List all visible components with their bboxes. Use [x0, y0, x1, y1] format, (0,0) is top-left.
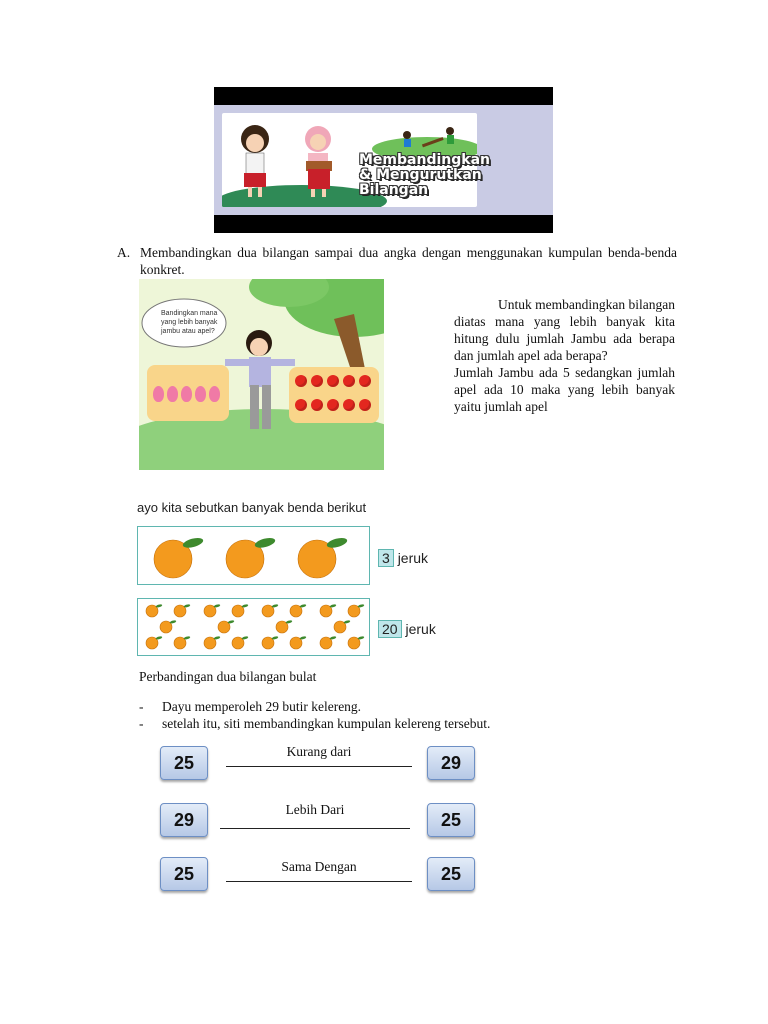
number-box-right: 25	[427, 857, 475, 891]
apple-icon	[327, 399, 339, 411]
count-label	[378, 620, 436, 638]
banner-title	[359, 153, 549, 198]
apple-group	[295, 375, 377, 419]
guava-icon	[209, 386, 220, 402]
guava-icon	[153, 386, 164, 402]
apple-icon	[295, 399, 307, 411]
banner-title-line: & Mengurutkan	[359, 167, 482, 183]
number-box-left: 29	[160, 803, 208, 837]
list-item	[139, 715, 490, 732]
guava-icon	[167, 386, 178, 402]
speech-bubble-text: Bandingkan mana yang lebih banyak jambu atau apel?	[161, 310, 218, 335]
number-box-left: 25	[160, 857, 208, 891]
relation-label: Sama Dengan	[281, 859, 357, 874]
fruit-box-small	[137, 598, 370, 656]
number-box-right: 29	[427, 746, 475, 780]
number-box-left: 25	[160, 746, 208, 780]
explanation-paragraph	[454, 296, 675, 415]
paragraph-line: Untuk membandingkan bilangan diatas mana yang lebih banyak kita hitung dulu jumlah Jambu ada berapa dan jumlah apel ada berapa?	[454, 297, 675, 363]
small-oranges	[138, 599, 369, 655]
guava-icon	[195, 386, 206, 402]
apple-icon	[311, 399, 323, 411]
banner-title-line: Bilangan	[359, 182, 429, 198]
count-unit: jeruk	[405, 621, 436, 637]
apple-icon	[311, 375, 323, 387]
count-label	[378, 549, 428, 567]
comparison-illustration	[139, 279, 384, 470]
section-a	[117, 244, 677, 278]
relation-label: Lebih Dari	[285, 802, 345, 817]
list-item	[139, 698, 490, 715]
count-number: 3	[378, 549, 394, 567]
apple-icon	[359, 375, 371, 387]
apple-icon	[343, 399, 355, 411]
list-marker: A.	[117, 245, 131, 260]
counting-title: ayo kita sebutkan banyak benda berikut	[137, 500, 367, 515]
section-a-text: Membandingkan dua bilangan sampai dua angka dengan menggunakan kumpulan benda-benda konkret.	[140, 245, 677, 277]
bullet-text: setelah itu, siti membandingkan kumpulan kelereng tersebut.	[162, 716, 491, 731]
apple-icon	[327, 375, 339, 387]
bullet-text: Dayu memperoleh 29 butir kelereng.	[162, 699, 362, 714]
banner-panel	[214, 105, 553, 215]
relation-line	[226, 766, 412, 767]
comparison-title: Perbandingan dua bilangan bulat	[139, 669, 317, 684]
apple-icon	[359, 399, 371, 411]
large-oranges	[138, 527, 369, 584]
relation-line	[226, 881, 412, 882]
bullet-dash: -	[139, 699, 144, 714]
paragraph-line: Jumlah Jambu ada 5 sedangkan jumlah apel ada 10 maka yang lebih banyak yaitu jumlah apel	[454, 365, 675, 414]
relation-label: Kurang dari	[286, 744, 352, 759]
count-number: 20	[378, 620, 402, 638]
banner-title-line: Membandingkan	[359, 152, 490, 168]
guava-group	[153, 386, 225, 406]
bullet-list	[139, 698, 490, 732]
number-box-right: 25	[427, 803, 475, 837]
count-unit: jeruk	[397, 550, 429, 566]
apple-icon	[343, 375, 355, 387]
bullet-dash: -	[139, 716, 144, 731]
apple-icon	[295, 375, 307, 387]
guava-icon	[181, 386, 192, 402]
relation-line	[220, 828, 410, 829]
fruit-box-large	[137, 526, 370, 585]
header-banner	[214, 87, 553, 233]
